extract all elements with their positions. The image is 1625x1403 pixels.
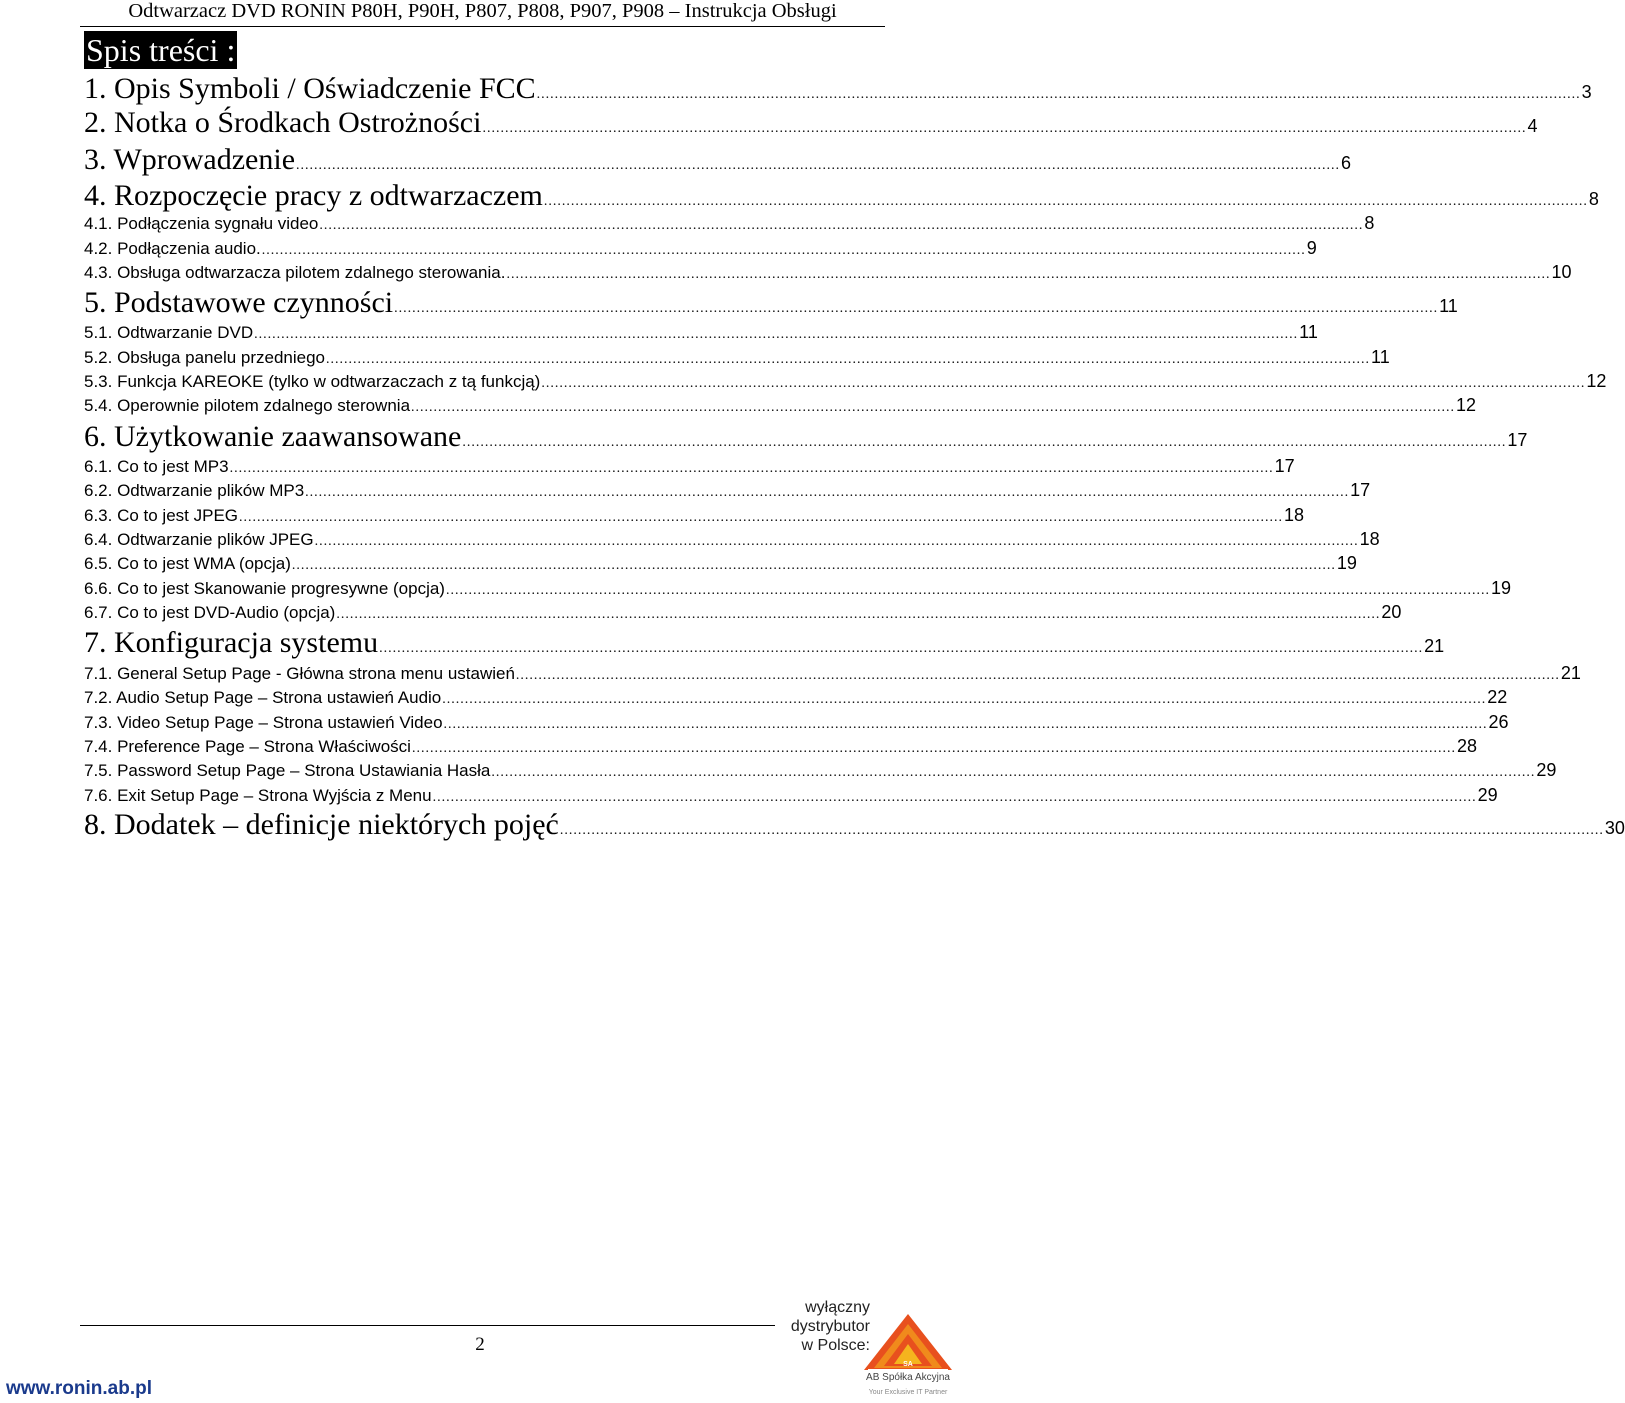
website-link[interactable]: www.ronin.ab.pl	[6, 1378, 153, 1399]
toc-entry-page: 4	[1527, 116, 1538, 136]
toc-entry-label: 4. Rozpoczęcie pracy z odtwarzaczem	[84, 179, 543, 212]
toc-entry[interactable]	[84, 347, 1390, 368]
toc-leader-dots: ........................................................................................................................................................................................................................................	[432, 790, 1477, 805]
toc-entry-page: 6	[1341, 153, 1352, 173]
toc-leader-dots: ........................................................................................................................................................................................................................................	[482, 121, 1527, 136]
toc-entry[interactable]	[84, 262, 1572, 283]
toc-leader-dots: ........................................................................................................................................................................................................................................	[443, 717, 1488, 732]
toc-entry-page: 12	[1456, 395, 1477, 415]
toc-leader-dots: ........................................................................................................................................................................................................................................	[536, 87, 1581, 102]
toc-entry-label: 5.4. Operownie pilotem zdalnego sterownia	[84, 396, 411, 415]
toc-entry[interactable]	[84, 106, 1538, 140]
toc-entry[interactable]	[84, 456, 1295, 477]
toc-leader-dots: ........................................................................................................................................................................................................................................	[559, 823, 1604, 838]
toc-entry-label: 5.1. Odtwarzanie DVD	[84, 323, 254, 342]
toc-entry-page: 26	[1488, 712, 1509, 732]
logo-tagline: Your Exclusive IT Partner	[868, 1389, 948, 1396]
toc-leader-dots: ........................................................................................................................................................................................................................................	[291, 558, 1336, 573]
toc-entry-label: 6.3. Co to jest JPEG	[84, 506, 239, 525]
toc-entry-label: 7. Konfiguracja systemu	[84, 626, 379, 659]
toc-entry-label: 4.3. Obsługa odtwarzacza pilotem zdalnego sterowania.	[84, 263, 506, 282]
toc-leader-dots: ........................................................................................................................................................................................................................................	[445, 583, 1490, 598]
toc-entry[interactable]	[84, 808, 1625, 842]
toc-leader-dots: ........................................................................................................................................................................................................................................	[336, 607, 1381, 622]
toc-entry-page: 9	[1306, 238, 1317, 258]
logo-letters: SA	[903, 1361, 913, 1368]
toc-entry[interactable]	[84, 286, 1458, 320]
toc-leader-dots: ........................................................................................................................................................................................................................................	[261, 243, 1306, 258]
toc-leader-dots: ........................................................................................................................................................................................................................................	[319, 218, 1364, 233]
toc-entry[interactable]	[84, 760, 1557, 781]
toc-entry-page: 17	[1350, 480, 1371, 500]
toc-entry-label: 5.3. Funkcja KAREOKE (tylko w odtwarzaczach z tą funkcją)	[84, 372, 541, 391]
toc-entry-label: 6.5. Co to jest WMA (opcja)	[84, 554, 291, 573]
toc-leader-dots: ........................................................................................................................................................................................................................................	[305, 485, 1350, 500]
toc-entry-page: 30	[1604, 818, 1625, 838]
toc-entry-page: 17	[1507, 430, 1528, 450]
toc-entry-label: 6.6. Co to jest Skanowanie progresywne (opcja)	[84, 579, 445, 598]
distributor-line: dystrybutor	[790, 1318, 870, 1335]
toc-entry[interactable]	[84, 213, 1375, 234]
toc-entry[interactable]	[84, 553, 1357, 574]
toc-entry-label: 7.6. Exit Setup Page – Strona Wyjścia z Menu	[84, 786, 432, 805]
toc-entry-label: 6.7. Co to jest DVD-Audio (opcja)	[84, 603, 336, 622]
toc-entry-page: 29	[1477, 785, 1498, 805]
toc-entry-page: 11	[1299, 322, 1318, 342]
toc-entry-label: 3. Wprowadzenie	[84, 143, 296, 176]
toc-entry-label: 7.5. Password Setup Page – Strona Ustawiania Hasła	[84, 761, 491, 780]
toc-leader-dots: ........................................................................................................................................................................................................................................	[462, 435, 1507, 450]
toc-entry-label: 8. Dodatek – definicje niektórych pojęć	[84, 808, 559, 841]
distributor-line: w Polsce:	[801, 1337, 870, 1354]
toc-entry-page: 28	[1456, 736, 1477, 756]
toc-entry[interactable]	[84, 322, 1318, 343]
toc-entry-page: 29	[1536, 760, 1557, 780]
document-header-title: Odtwarzacz DVD RONIN P80H, P90H, P807, P808, P907, P908 – Instrukcja Obsługi	[128, 0, 837, 22]
toc-entry-page: 19	[1490, 578, 1511, 598]
toc-entry-label: 4.1. Podłączenia sygnału video	[84, 214, 319, 233]
toc-entry-label: 1. Opis Symboli / Oświadczenie FCC	[84, 72, 536, 105]
toc-entry-page: 19	[1336, 553, 1357, 573]
toc-leader-dots: ........................................................................................................................................................................................................................................	[229, 461, 1274, 476]
toc-leader-dots: ........................................................................................................................................................................................................................................	[411, 400, 1456, 415]
toc-entry-page: 11	[1439, 296, 1458, 316]
logo-caption: AB Spółka Akcyjna	[866, 1372, 950, 1383]
toc-entry-label: 6.2. Odtwarzanie plików MP3	[84, 481, 305, 500]
toc-entry-label: 2. Notka o Środkach Ostrożności	[84, 106, 482, 139]
toc-entry-label: 4.2. Podłączenia audio.	[84, 239, 261, 258]
footer-divider	[80, 1325, 775, 1326]
toc-leader-dots: ........................................................................................................................................................................................................................................	[379, 641, 1424, 656]
distributor-line: wyłączny	[805, 1299, 870, 1316]
page-number: 2	[475, 1334, 485, 1355]
toc-entry[interactable]	[84, 238, 1317, 259]
toc-entry[interactable]	[84, 687, 1508, 708]
distributor-note	[780, 1298, 870, 1355]
toc-title: Spis treści :	[86, 32, 236, 68]
toc-entry[interactable]	[84, 179, 1599, 213]
toc-entry-page: 11	[1371, 347, 1390, 367]
toc-entry[interactable]	[84, 712, 1509, 733]
toc-leader-dots: ........................................................................................................................................................................................................................................	[515, 668, 1560, 683]
toc-entry[interactable]	[84, 578, 1511, 599]
toc-leader-dots: ........................................................................................................................................................................................................................................	[314, 534, 1359, 549]
toc-entry-label: 5.2. Obsługa panelu przedniego	[84, 348, 326, 367]
toc-entry-label: 7.1. General Setup Page - Główna strona menu ustawień	[84, 664, 515, 683]
toc-entry-page: 17	[1274, 456, 1295, 476]
toc-entry[interactable]	[84, 480, 1371, 501]
toc-entry-page: 8	[1364, 213, 1375, 233]
document-header	[80, 0, 885, 27]
toc-entry-label: 6. Użytkowanie zaawansowane	[84, 420, 462, 453]
toc-entry-label: 7.4. Preference Page – Strona Właściwości	[84, 737, 411, 756]
toc-entry-label: 6.4. Odtwarzanie plików JPEG	[84, 530, 314, 549]
toc-leader-dots: ........................................................................................................................................................................................................................................	[254, 327, 1299, 342]
toc-entry-page: 22	[1487, 687, 1508, 707]
toc-leader-dots: ........................................................................................................................................................................................................................................	[326, 352, 1371, 367]
toc-entry[interactable]	[84, 420, 1528, 454]
toc-entry[interactable]	[84, 785, 1498, 806]
toc-entry[interactable]	[84, 395, 1477, 416]
toc-entry-page: 3	[1581, 82, 1592, 102]
toc-entry[interactable]	[84, 663, 1581, 684]
toc-entry-page: 12	[1586, 371, 1607, 391]
toc-entry[interactable]	[84, 529, 1380, 550]
toc-entry[interactable]	[84, 736, 1477, 757]
toc-entry-page: 21	[1424, 636, 1445, 656]
toc-leader-dots: ........................................................................................................................................................................................................................................	[491, 765, 1536, 780]
toc-leader-dots: ........................................................................................................................................................................................................................................	[394, 301, 1439, 316]
toc-leader-dots: ........................................................................................................................................................................................................................................	[541, 376, 1586, 391]
toc-entry[interactable]	[84, 72, 1592, 106]
toc-entry-label: 7.2. Audio Setup Page – Strona ustawień Audio	[84, 688, 442, 707]
toc-leader-dots: ........................................................................................................................................................................................................................................	[411, 741, 1456, 756]
toc-leader-dots: ........................................................................................................................................................................................................................................	[506, 267, 1551, 282]
toc-leader-dots: ........................................................................................................................................................................................................................................	[296, 158, 1341, 173]
toc-entry-label: 7.3. Video Setup Page – Strona ustawień Video	[84, 713, 443, 732]
toc-entry-page: 20	[1381, 602, 1402, 622]
toc-entry-page: 18	[1284, 505, 1305, 525]
toc-entry[interactable]	[84, 602, 1402, 623]
toc-entry-page: 8	[1588, 189, 1599, 209]
toc-entry-page: 10	[1551, 262, 1572, 282]
toc-entry[interactable]	[84, 143, 1352, 177]
toc-entry[interactable]	[84, 626, 1445, 660]
toc-leader-dots: ........................................................................................................................................................................................................................................	[442, 692, 1487, 707]
toc-entry-page: 18	[1359, 529, 1380, 549]
toc-entry-label: 6.1. Co to jest MP3	[84, 457, 229, 476]
toc-entry-label: 5. Podstawowe czynności	[84, 286, 394, 319]
toc-entry[interactable]	[84, 505, 1305, 526]
toc-entry[interactable]	[84, 371, 1607, 392]
toc-entry-page: 21	[1560, 663, 1581, 683]
toc-leader-dots: ........................................................................................................................................................................................................................................	[543, 194, 1588, 209]
toc-leader-dots: ........................................................................................................................................................................................................................................	[239, 510, 1284, 525]
